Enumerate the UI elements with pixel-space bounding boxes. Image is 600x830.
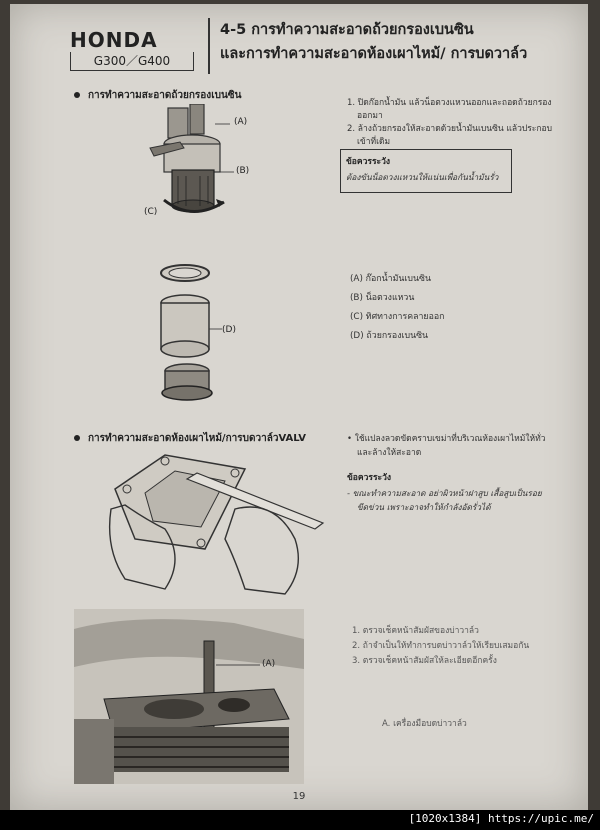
cylinder-head-cleaning-illustration: [105, 449, 335, 599]
model-label: G300／G400: [70, 52, 194, 71]
section1-heading: การทำความสะอาดถ้วยกรองเบนซิน: [74, 88, 241, 103]
watermark-text: [1020x1384] https://upic.me/: [408, 812, 594, 825]
callout-a: (A): [234, 117, 248, 127]
tool-label: A. เครื่องมือบดบ่าวาล์ว: [382, 719, 467, 729]
caution2-text: - ขณะทำความสะอาด อย่าผิวหน้าฝาสูบ เสื้อสูบเป็นรอย ขีดข่วน เพราะอาจทำให้กำลังอัดรั่วได้: [347, 488, 542, 512]
caution2-title: ข้อควรระวัง: [347, 473, 391, 483]
legend-item: (C) ทิศทางการคลายออก: [350, 312, 445, 322]
section1-steps: 1. ปิดก๊อกน้ำมัน แล้วน็อตวงแหวนออกและถอดถ้วยกรอง ออกมา 2. ล้างถ้วยกรองให้สะอาดด้วยน้ำมันเบนซิน แล้วประกอบ เข้าที่เดิม: [347, 98, 553, 147]
header-divider: [208, 18, 210, 74]
legend-item: (A) ก๊อกน้ำมันเบนซิน: [350, 274, 431, 284]
legend-item: (D) ถ้วยกรองเบนซิน: [350, 331, 429, 341]
legend-item: (B) น็อตวงแหวน: [350, 293, 415, 303]
callout-a-valve: (A): [262, 659, 276, 669]
page-title: [220, 18, 527, 66]
caution-title: ข้อควรระวัง: [346, 157, 390, 167]
section2-text: • ใช้แปลงลวดขัดคราบเขม่าที่บริเวณห้องเผาไหม้ให้ทั่ว และล้างให้สะอาด: [347, 434, 546, 458]
parts-legend: [350, 270, 444, 346]
bullet-icon: [74, 435, 80, 441]
caution-text: ต้องขันน็อตวงแหวนให้แน่นเพื่อกันน้ำมันรั่ว: [346, 172, 499, 182]
manual-page: [10, 4, 588, 810]
title-line-1: 4-5 การทำความสะอาดถ้วยกรองเบนซิน: [220, 22, 474, 38]
valve-lapping-photo: [74, 609, 304, 784]
title-line-2: และการทำความสะอาดห้องเผาไหม้/ การบดวาล์ว: [220, 46, 528, 62]
callout-b: (B): [236, 166, 250, 176]
brand-logo: HONDA: [70, 28, 158, 52]
bullet-icon: [74, 92, 80, 98]
valve-check-steps: 1. ตรวจเช็คหน้าสัมผัสของบ่าวาล์ว 2. ถ้าจำเป็นให้ทำการบดบ่าวาล์วให้เรียบเสมอกัน 3. ตรวจเช็คหน้าสัมผัสให้ละเอียดอีกครั้ง: [352, 626, 530, 666]
page-number: 19: [292, 791, 306, 802]
section2-heading: การทำความสะอาดห้องเผาไหม้/การบดวาล์วVALV: [74, 431, 306, 446]
callout-c: (C): [144, 207, 158, 217]
callout-d: (D): [222, 325, 236, 335]
fuel-cup-exploded-view: [150, 259, 240, 419]
